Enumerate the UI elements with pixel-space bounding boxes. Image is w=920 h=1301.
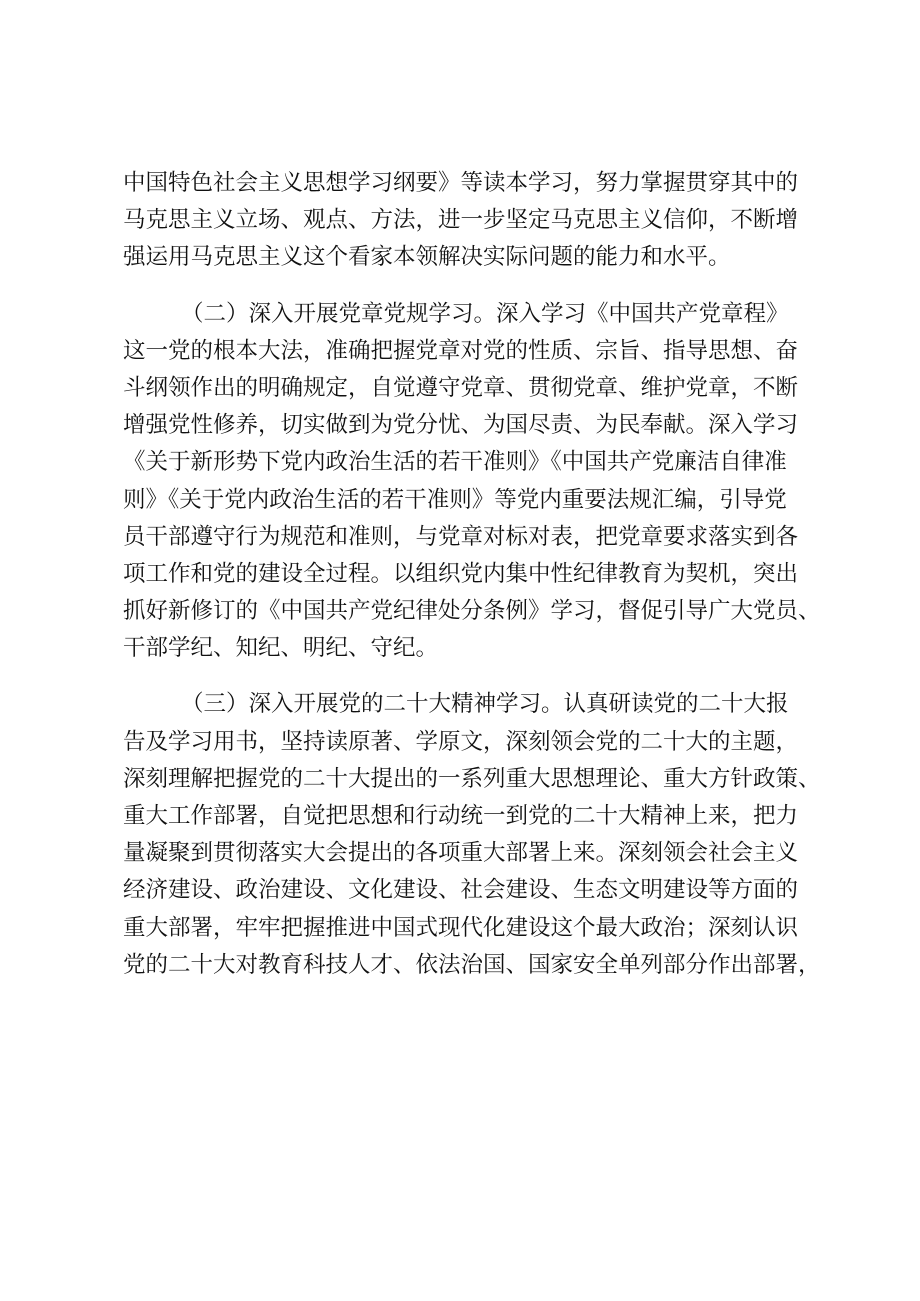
text-line: 重大部署，牢牢把握推进中国式现代化建设这个最大政治；深刻认识 [123,914,799,941]
text-line: 深刻理解把握党的二十大提出的一系列重大思想理论、重大方针政策、 [123,765,821,792]
text-line: 重大工作部署，自觉把思想和行动统一到党的二十大精神上来，把力 [123,803,799,829]
text-line: 员干部遵守行为规范和准则，与党章对标对表，把党章要求落实到各 [123,523,799,550]
text-line: 马克思主义立场、观点、方法，进一步坚定马克思主义信仰，不断增 [123,207,799,234]
text-line: 项工作和党的建设全过程。以组织党内集中性纪律教育为契机，突出 [123,560,799,587]
text-line: 中国特色社会主义思想学习纲要》等读本学习，努力掌握贯穿其中的 [123,170,799,196]
text-line: 《关于新形势下党内政治生活的若干准则》《中国共产党廉洁自律准 [123,449,787,476]
paragraph-gap [123,277,828,296]
paragraph-gap [123,667,828,686]
text-line: 党的二十大对教育科技人才、依法治国、国家安全单列部分作出部署， [123,951,821,978]
text-line: 增强党性修养，切实做到为党分忧、为国尽责、为民奉献。深入学习 [123,412,799,439]
text-line: 这一党的根本大法，准确把握党章对党的性质、宗旨、指导思想、奋 [123,337,799,364]
paragraph-3 [123,686,828,984]
text-line: 经济建设、政治建设、文化建设、社会建设、生态文明建设等方面的 [123,877,799,904]
text-line: 则》《关于党内政治生活的若干准则》等党内重要法规汇编，引导党 [123,486,787,513]
document-body [123,165,828,984]
text-line: （二）深入开展党章党规学习。深入学习《中国共产党章程》 [181,300,789,327]
paragraph-1 [123,165,828,277]
paragraph-2 [123,296,828,668]
text-line: 斗纲领作出的明确规定，自觉遵守党章、贯彻党章、维护党章，不断 [123,374,799,401]
text-line: 强运用马克思主义这个看家本领解决实际问题的能力和水平。 [123,244,731,271]
text-line: 告及学习用书，坚持读原著、学原文，深刻领会党的二十大的主题， [123,728,799,755]
text-line: 量凝聚到贯彻落实大会提出的各项重大部署上来。深刻领会社会主义 [123,840,799,867]
text-line: （三）深入开展党的二十大精神学习。认真研读党的二十大报 [181,691,789,718]
text-line: 抓好新修订的《中国共产党纪律处分条例》学习，督促引导广大党员、 [123,598,821,625]
text-line: 干部学纪、知纪、明纪、守纪。 [123,635,439,662]
